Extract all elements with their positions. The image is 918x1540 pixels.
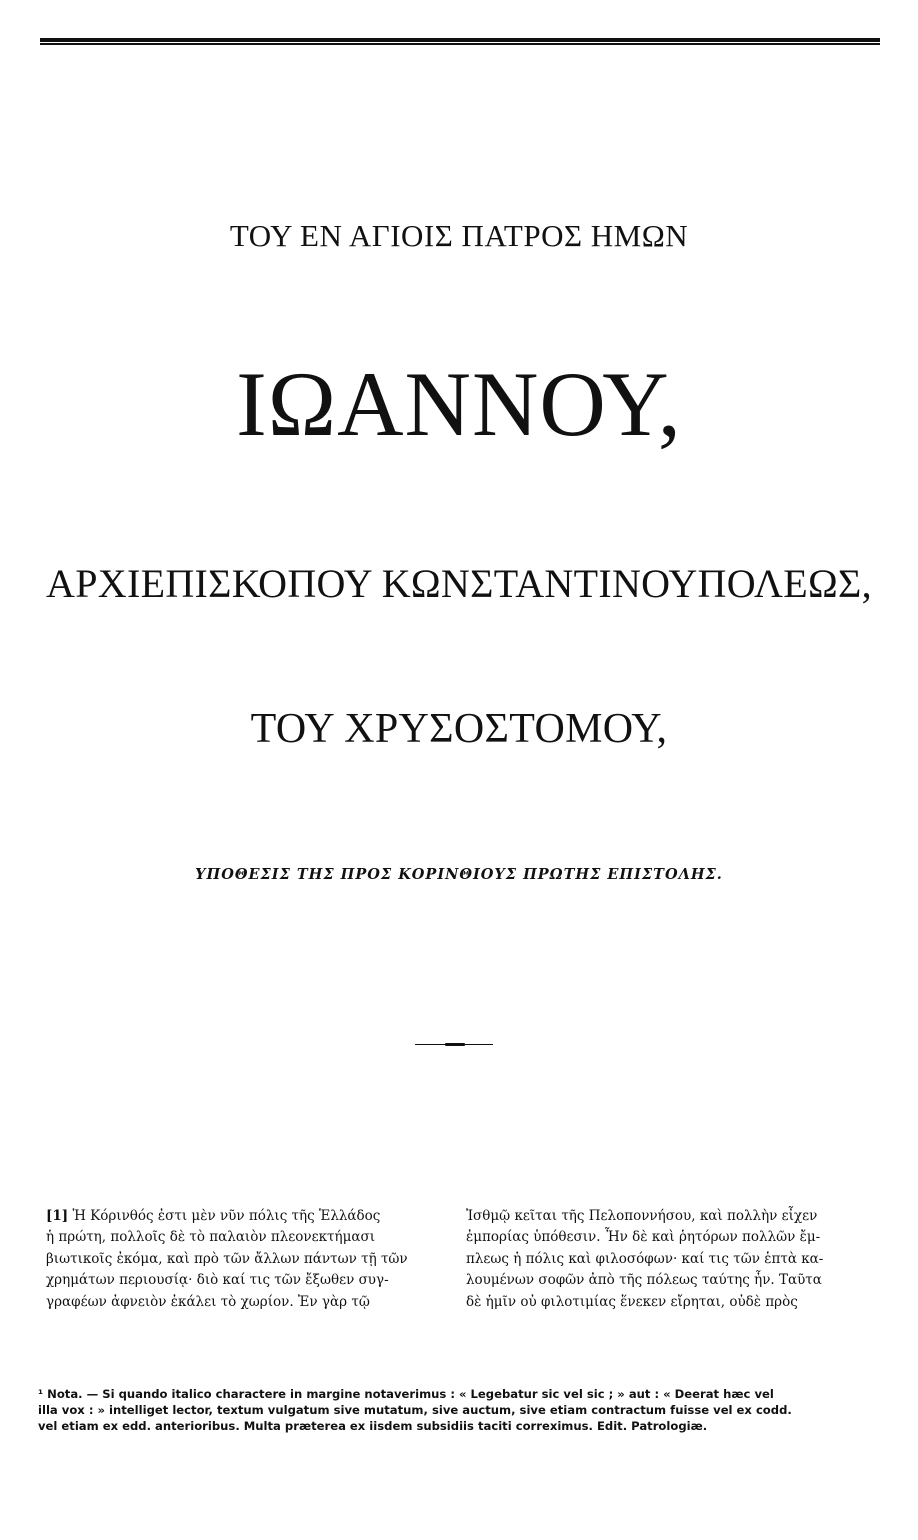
body-column-left — [46, 1206, 456, 1313]
body-line — [46, 1206, 456, 1227]
footnote-line: illa vox : » intelliget lector, textum vulgatum sive mutatum, sive auctum, sive etiam contractum fuisse vel ex codd. — [38, 1403, 792, 1417]
subtitle: ΥΠΟΘΕΣΙΣ ΤΗΣ ΠΡΟΣ ΚΟΡΙΝΘΙΟΥΣ ΠΡΩΤΗΣ ΕΠΙΣΤΟΛΗΣ. — [195, 866, 723, 883]
footnote-line: vel etiam ex edd. anterioribus. Multa præterea ex iisdem subsidiis taciti correximus. Edit. Patrologiæ. — [38, 1419, 708, 1433]
body-line: ἡ πρώτη, πολλοῖς δὲ τὸ παλαιὸν πλεονεκτήμασι — [46, 1229, 375, 1246]
heading-title-archbishop: ΑΡΧΙΕΠΙΣΚΟΠΟΥ ΚΩΝΣΤΑΝΤΙΝΟΥΠΟΛΕΩΣ, — [46, 561, 872, 606]
ornament-dash — [445, 1043, 465, 1046]
body-line: γραφέων ἀφνειὸν ἐκάλει τὸ χωρίον. Ἐν γὰρ τῷ — [46, 1293, 370, 1310]
footnote — [38, 1386, 888, 1434]
body-line-text: Ἡ Κόρινθός ἐστι μὲν νῦν πόλις τῆς Ἑλλάδος — [72, 1208, 381, 1224]
body-line: Ἰσθμῷ κεῖται τῆς Πελοποννήσου, καὶ πολλὴν εἶχεν — [466, 1208, 818, 1224]
body-line: χρημάτων περιουσίᾳ· διὸ καί τις τῶν ἔξωθεν συγ- — [46, 1272, 389, 1289]
body-line: ἐμπορίας ὑπόθεσιν. Ἦν δὲ καὶ ῥητόρων πολλῶν ἔμ- — [466, 1229, 821, 1246]
body-line: δὲ ἡμῖν οὐ φιλοτιμίας ἕνεκεν εἴρηται, οὐδὲ πρὸς — [466, 1293, 798, 1310]
body-column-right — [466, 1206, 876, 1313]
top-double-rule — [40, 38, 880, 45]
ornament-divider — [415, 1043, 493, 1046]
body-line: λουμένων σοφῶν ἀπὸ τῆς πόλεως ταύτης ἦν. Ταῦτα — [466, 1272, 822, 1289]
footnote-line: ¹ Nota. — Si quando italico charactere in margine notaverimus : « Legebatur sic vel sic ; » aut : « Deerat hæc vel — [38, 1387, 774, 1401]
heading-name: ΙΩΑΝΝΟΥ, — [236, 353, 682, 455]
body-line: πλεως ἡ πόλις καὶ φιλοσόφων· καί τις τῶν ἑπτὰ κα- — [466, 1250, 824, 1267]
heading-line-1: ΤΟΥ ΕΝ ΑΓΙΟΙΣ ΠΑΤΡΟΣ ΗΜΩΝ — [229, 218, 689, 253]
heading-title-chrysostom: ΤΟΥ ΧΡΥΣΟΣΤΟΜΟΥ, — [250, 706, 668, 752]
body-line: βιωτικοῖς ἐκόμα, καὶ πρὸ τῶν ἄλλων πάντων τῇ τῶν — [46, 1250, 408, 1267]
section-marker: [1] — [46, 1208, 69, 1224]
